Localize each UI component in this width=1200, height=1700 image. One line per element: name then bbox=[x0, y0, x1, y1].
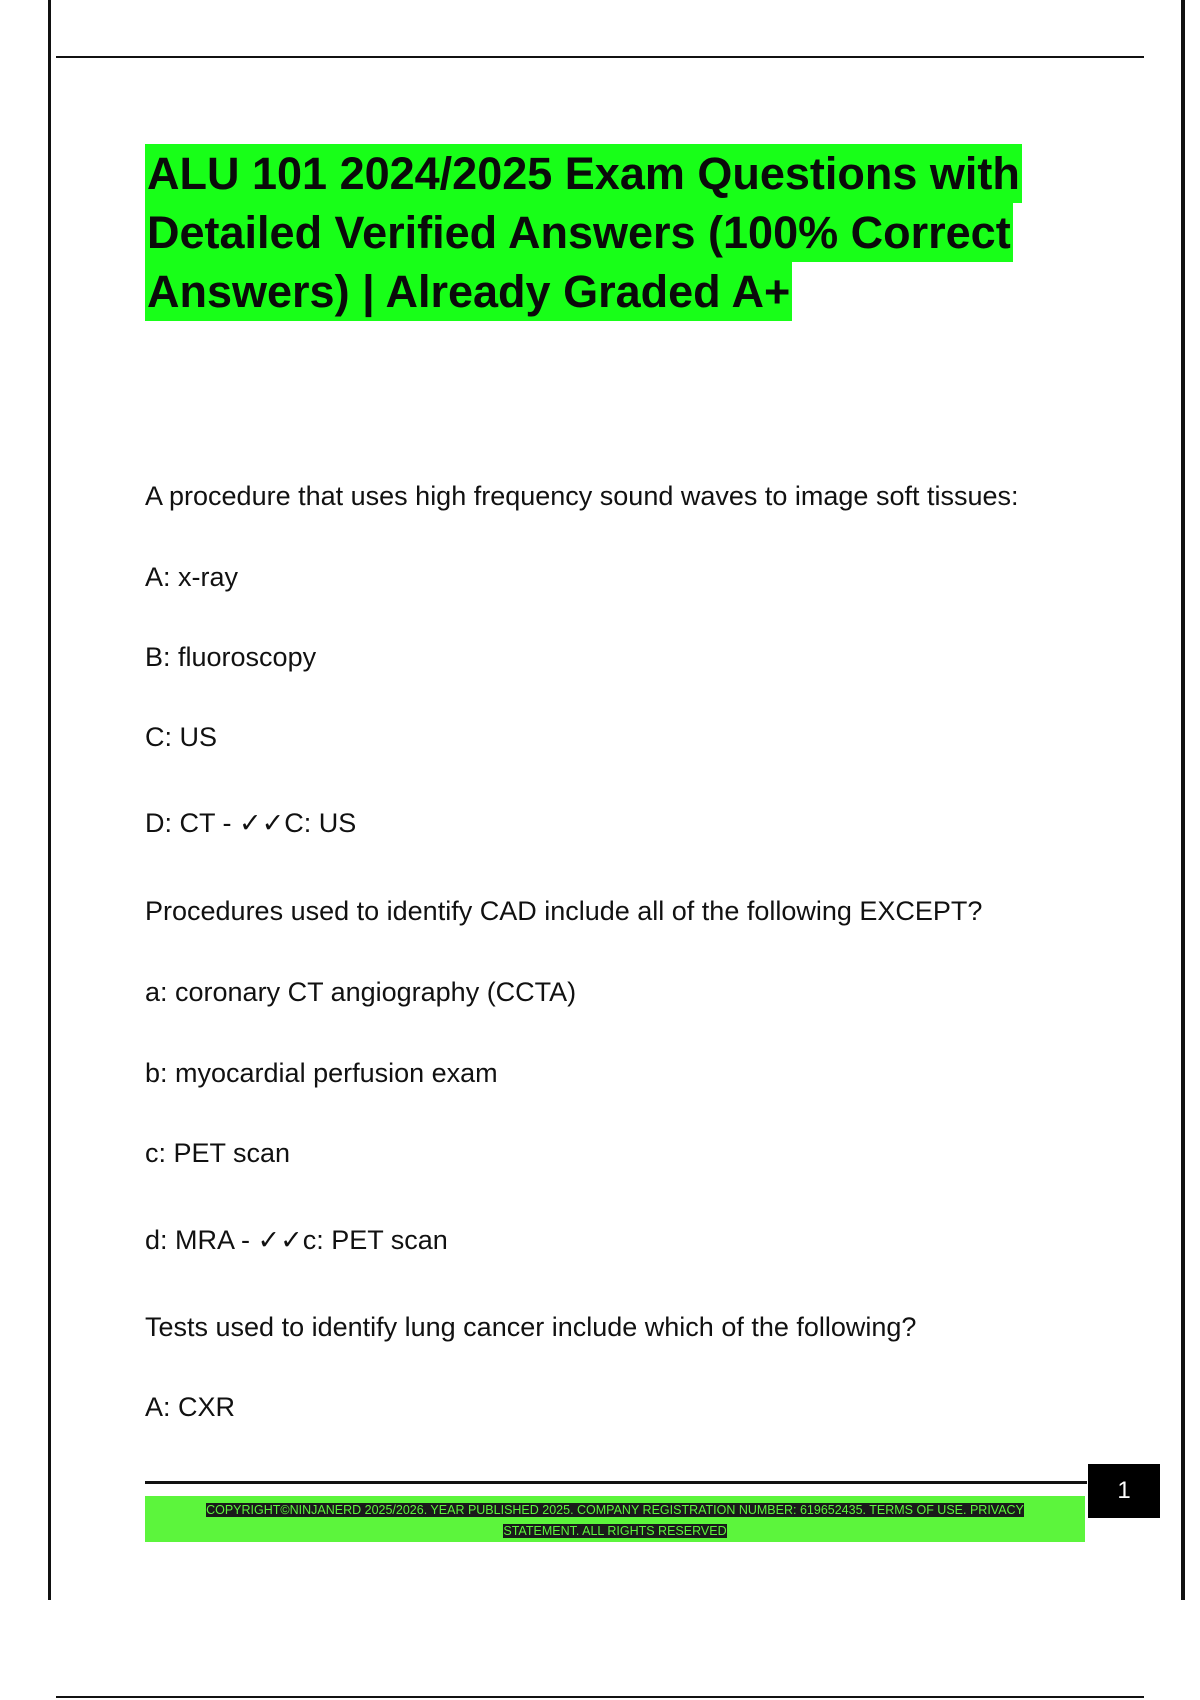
question-2-option-a: a: coronary CT angiography (CCTA) bbox=[145, 977, 577, 1007]
question-1-text: A procedure that uses high frequency sound waves to image soft tissues: bbox=[145, 481, 1019, 511]
document-title bbox=[145, 144, 1105, 321]
page-border-right bbox=[1181, 0, 1185, 1600]
page-border-left bbox=[48, 0, 51, 1600]
question-3-text: Tests used to identify lung cancer include which of the following? bbox=[145, 1312, 917, 1342]
question-3-option-a: A: CXR bbox=[145, 1392, 236, 1422]
header-rule bbox=[56, 56, 1144, 58]
title-line-1: ALU 101 2024/2025 Exam Questions with bbox=[145, 144, 1022, 203]
question-1-option-b: B: fluoroscopy bbox=[145, 642, 317, 672]
question-1-option-a: A: x-ray bbox=[145, 562, 239, 592]
next-page-rule bbox=[56, 1696, 1144, 1698]
copyright-line-2: STATEMENT. ALL RIGHTS RESERVED bbox=[503, 1524, 727, 1538]
question-2-text: Procedures used to identify CAD include all of the following EXCEPT? bbox=[145, 896, 983, 926]
copyright-line-1: COPYRIGHT©NINJANERD 2025/2026. YEAR PUBLISHED 2025. COMPANY REGISTRATION NUMBER: 619652435. TERMS OF USE. PRIVACY bbox=[206, 1503, 1024, 1517]
title-line-3: Answers) | Already Graded A+ bbox=[145, 262, 792, 321]
copyright-footer bbox=[160, 1500, 1070, 1542]
question-1-option-c: C: US bbox=[145, 722, 218, 752]
footer-rule bbox=[145, 1481, 1087, 1484]
title-line-2: Detailed Verified Answers (100% Correct bbox=[145, 203, 1013, 262]
question-2-option-c: c: PET scan bbox=[145, 1138, 291, 1168]
question-1-option-d-answer: D: CT - ✓✓C: US bbox=[145, 808, 357, 838]
question-2-option-d-answer: d: MRA - ✓✓c: PET scan bbox=[145, 1225, 448, 1255]
question-2-option-b: b: myocardial perfusion exam bbox=[145, 1058, 498, 1088]
page-number: 1 bbox=[1088, 1464, 1160, 1518]
